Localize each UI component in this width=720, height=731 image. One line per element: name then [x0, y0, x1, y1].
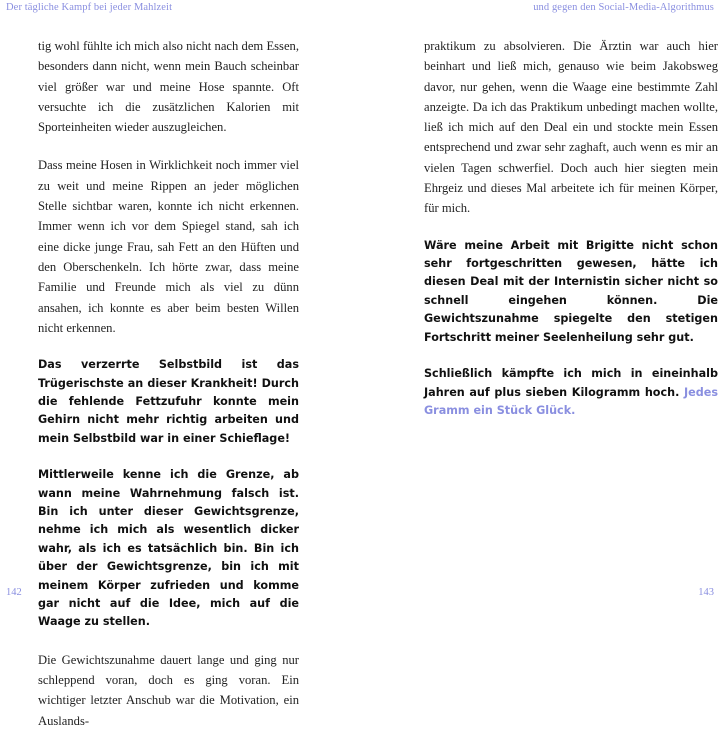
left-text-column — [38, 36, 299, 731]
right-page-number: 143 — [698, 587, 714, 598]
right-bold-paragraph-2 — [424, 365, 718, 420]
highlight-text: Jedes Gramm ein Stück Glück. — [424, 385, 718, 417]
left-paragraph-3: Die Gewichtszunahme dauert lange und ging nur schleppend voran, doch es ging voran. Ein wichtiger letzter Anschub war die Motivation, ein Auslands- — [38, 652, 299, 728]
left-paragraph-2: Dass meine Hosen in Wirklichkeit noch immer viel zu weit und meine Rippen an jeder möglichen Stelle sichtbar waren, konnte ich nicht erkennen. Immer wenn ich vor dem Spiegel stand, sah ich eine dicke junge Frau, sah Fett an den Hüften und den Oberschenkeln. Ich hörte zwar, dass meine Familie und Freunde mich als viel zu dünn ansahen, ich konnte es aber beim besten Willen nicht erkennen. — [38, 158, 299, 335]
right-running-head: und gegen den Social-Media-Algorithmus — [533, 2, 714, 13]
left-bold-paragraph-1: Das verzerrte Selbstbild ist das Trügerischste an dieser Krankheit! Durch die fehlende Fettzufuhr konnte mein Gehirn nicht mehr richtig arbeiten und mein Selbstbild war in einer Schieflage! — [38, 358, 299, 445]
right-paragraph-1: praktikum zu absolvieren. Die Ärztin war auch hier beinhart und ließ mich, genauso wie beim Jakobsweg davor, nur gehen, wenn die Waage eine bestimmte Zahl anzeigte. Da ich das Praktikum unbedingt machen wollte, ließ ich mich auf den Deal ein und stockte mein Essen entsprechend und zwar sehr zaghaft, auch wenn es mir an vielen Tagen schwerfiel. Doch auch hier siegten mein Ehrgeiz und dieses Mal arbeitete ich für meinen Körper, für mich. — [424, 39, 718, 216]
right-bold-paragraph-1: Wäre meine Arbeit mit Brigitte nicht schon sehr fortgeschritten gewesen, hätte ich diesen Deal mit der Internistin sicher nicht so schnell eingehen können. Die Gewichtszunahme spiegelte den stetigen Fortschritt meiner Seelenheilung sehr gut. — [424, 238, 718, 344]
right-text-column — [424, 36, 718, 420]
left-page-number: 142 — [6, 587, 22, 598]
right-page — [360, 0, 720, 607]
left-running-head: Der tägliche Kampf bei jeder Mahlzeit — [6, 2, 173, 13]
left-bold-paragraph-2: Mittlerweile kenne ich die Grenze, ab wann meine Wahrnehmung falsch ist. Bin ich unter dieser Gewichtsgrenze, nehme ich mich als wesentlich dicker wahr, als ich es tatsächlich bin. Bin ich über der Gewichtsgrenze, bin ich mit meinem Körper zufrieden und komme gar nicht auf die Idee, mich auf die Waage zu stellen. — [38, 468, 299, 629]
left-paragraph-1: tig wohl fühlte ich mich also nicht nach dem Essen, besonders dann nicht, wenn mein Bauch scheinbar viel größer war und meine Hose spannte. Oft versuchte ich die zusätzlichen Kalorien mit Sporteinheiten wieder auszugleichen. — [38, 39, 299, 135]
left-page — [0, 0, 360, 728]
right-bold-paragraph-2-text: Schließlich kämpfte ich mich in eineinhalb Jahren auf plus sieben Kilogramm hoch. — [424, 367, 718, 399]
